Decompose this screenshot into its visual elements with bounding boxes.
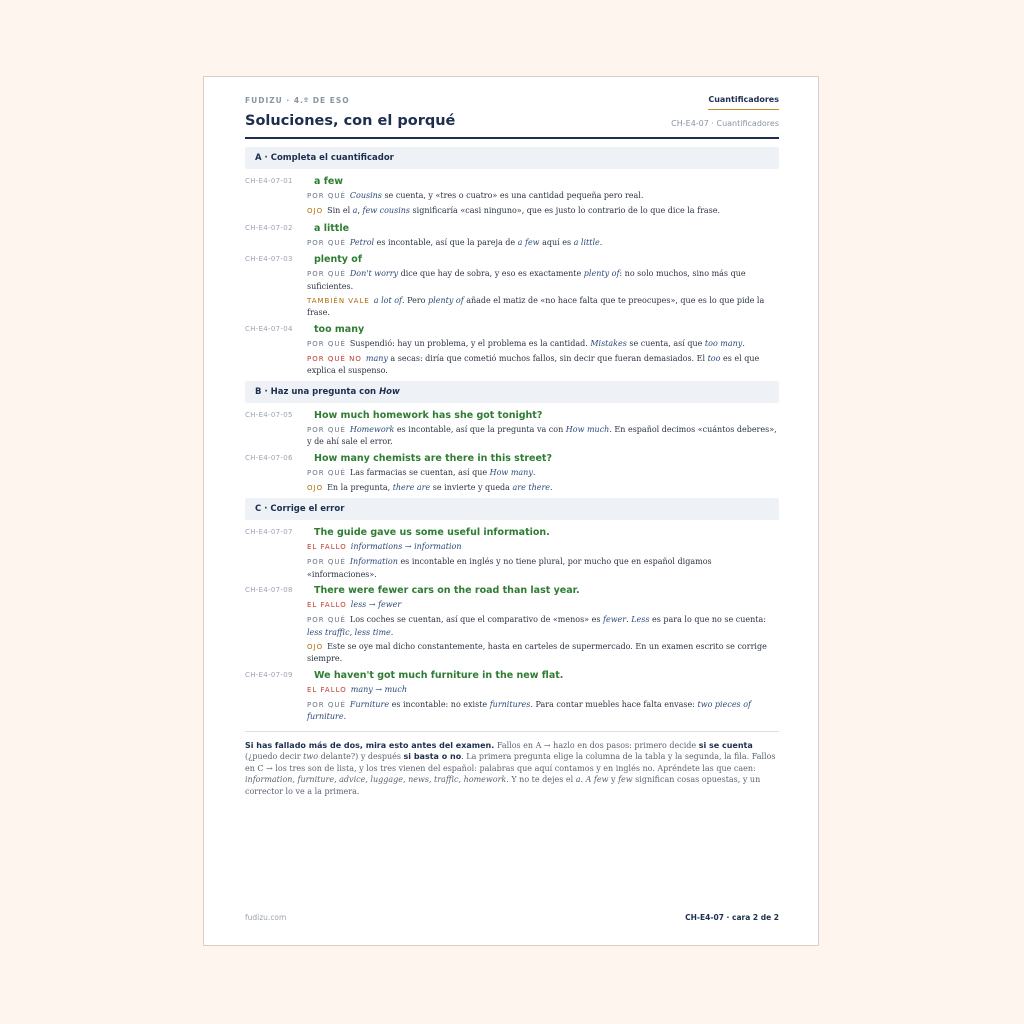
text-run: se cuenta, y «tres o cuatro» es una cantidad pequeña pero real. — [381, 191, 644, 200]
text-run: añade el matiz de «no hace falta que te preocupes», que es lo que pide la frase. — [307, 295, 765, 317]
text-run: Homework — [349, 424, 395, 434]
solution-item — [245, 222, 779, 250]
text-run: a few — [517, 237, 540, 247]
explanation-tag: EL FALLO — [307, 685, 347, 694]
text-run: . Para contar muebles hace falta envase: — [530, 699, 698, 709]
explanation-tag: OJO — [307, 207, 324, 215]
text-run: information, furniture, advice, luggage, news, traffic, homework — [245, 775, 507, 784]
text-run: . — [599, 237, 603, 247]
page-title: Soluciones, con el porqué — [245, 113, 456, 129]
text-run: si se cuenta — [698, 740, 753, 750]
section-c-heading: C · Corrige el error — [245, 498, 779, 520]
explanation-line — [307, 641, 779, 665]
text-run: Don't worry — [349, 269, 399, 278]
explanation-line — [307, 190, 779, 203]
explanation-tag: EL FALLO — [307, 601, 347, 609]
text-run: fewer — [603, 615, 627, 624]
text-run: How much — [565, 424, 610, 434]
explanation-line — [307, 353, 779, 377]
text-run: too — [707, 353, 721, 363]
text-run: Este se oye mal dicho constantemente, hasta en carteles de supermercado. En un examen escrito se corrige siempre. — [307, 641, 767, 663]
item-code: CH-E4-07-07 — [245, 528, 293, 536]
text-run: Sin el — [327, 206, 353, 215]
text-run: a lot of — [373, 295, 402, 305]
section-b-heading — [245, 381, 779, 403]
item-answer: How much homework has she got tonight? — [314, 409, 543, 421]
text-run: significaría «casi ninguno», que es justo lo contrario de lo que dice la frase. — [410, 206, 721, 215]
item-answer: We haven't got much furniture in the new flat. — [314, 669, 564, 681]
title-row — [245, 111, 779, 139]
text-run: there are — [392, 482, 431, 492]
text-run: Information — [349, 557, 398, 566]
section-a-items — [245, 175, 779, 377]
worksheet-page — [203, 76, 819, 946]
explanation-tag: OJO — [307, 642, 324, 651]
text-run: less traffic, less time — [307, 627, 391, 637]
text-run: Petrol — [349, 237, 375, 247]
text-run: A few — [585, 775, 609, 784]
solutions-content — [245, 147, 779, 797]
explanation-tag: POR QUÉ — [307, 468, 346, 477]
text-run: . — [343, 712, 347, 721]
explanation-line — [307, 614, 779, 638]
solution-item — [245, 584, 779, 665]
text-run: two pieces of furniture — [307, 699, 751, 721]
text-run: se invierte y queda — [430, 482, 513, 492]
text-run: a little — [573, 237, 600, 247]
explanation-line — [307, 338, 779, 351]
solution-item — [245, 526, 779, 580]
item-answer: too many — [314, 323, 365, 335]
explanation-tag: POR QUÉ — [307, 558, 346, 566]
text-run: informations → information — [350, 542, 462, 551]
explanation-line — [307, 684, 779, 697]
text-run: furnitures — [489, 699, 531, 709]
item-code: CH-E4-07-04 — [245, 324, 293, 333]
text-run: few cousins — [362, 206, 411, 215]
text-run: How many — [489, 467, 533, 477]
text-run: Suspendió: hay un problema, y el problema es la cantidad. — [349, 338, 591, 348]
text-run: es incontable en inglés y no tiene plural, por mucho que en español digamos «informaciones». — [307, 557, 712, 579]
section-b-title-prefix: B · Haz una pregunta con — [255, 386, 380, 397]
text-run: si basta o no — [403, 752, 462, 761]
text-run: plenty of — [428, 295, 464, 305]
item-answer: a few — [314, 176, 344, 187]
text-run: . En español decimos «cuántos deberes», y de ahí sale el error. — [307, 424, 777, 446]
page-footer — [245, 913, 779, 925]
solution-item — [245, 253, 779, 319]
explanation-line — [307, 541, 779, 554]
text-run: . — [626, 615, 632, 624]
text-run: too many — [704, 338, 743, 348]
text-run: (¿puedo decir — [245, 752, 304, 761]
explanation-tag: POR QUÉ — [307, 339, 346, 348]
text-run: significan cosas opuestas, y un corrector lo ve a la primera. — [245, 775, 761, 796]
explanation-line — [307, 556, 779, 580]
text-run: many — [365, 353, 388, 363]
text-run: . La primera pregunta elige la columna de la tabla y la segunda, la fila. Fallos en C → los tres son de lista, y los tres vienen del español: palabras que aquí contamos y en inglés no. Apréndete las que caen: — [245, 752, 776, 773]
text-run: less → fewer — [350, 600, 402, 609]
topic-label: Cuantificadores — [708, 95, 779, 110]
text-run: Mistakes — [590, 338, 627, 348]
text-run: are there — [512, 482, 551, 492]
explanation-line — [307, 237, 779, 250]
solution-item — [245, 323, 779, 377]
text-run: Fallos en A → hazlo en dos pasos: primero decide — [494, 740, 699, 750]
text-run: a secas: diría que cometió muchos fallos, sin decir que fueran demasiados. El — [387, 353, 708, 363]
explanation-line — [307, 295, 779, 319]
text-run: Si has fallado más de dos, mira esto antes del examen. — [245, 740, 495, 750]
top-row — [245, 95, 779, 111]
item-answer: a little — [314, 222, 350, 234]
text-run: . — [550, 482, 553, 492]
item-code: CH-E4-07-05 — [245, 410, 293, 419]
item-code: CH-E4-07-03 — [245, 255, 293, 263]
explanation-line — [307, 482, 779, 495]
text-run: . Y no te dejes el — [506, 775, 576, 784]
text-run: a — [575, 775, 581, 784]
explanation-line — [307, 699, 779, 723]
text-run: es incontable, así que la pregunta va con — [394, 424, 566, 434]
solution-item — [245, 175, 779, 218]
brand-label: FUDIZU · 4.º DE ESO — [245, 96, 350, 105]
explanation-line — [307, 268, 779, 292]
text-run: es para lo que no se cuenta: — [649, 615, 766, 624]
text-run: es incontable, así que la pareja de — [374, 237, 518, 247]
text-run: Las farmacias se cuentan, así que — [349, 467, 490, 477]
item-answer: How many chemists are there in this street? — [314, 452, 552, 464]
item-code: CH-E4-07-01 — [245, 177, 293, 185]
text-run: y — [608, 775, 619, 784]
text-run: Cousins — [349, 191, 382, 200]
item-code: CH-E4-07-06 — [245, 453, 293, 462]
exam-tip-summary — [245, 731, 779, 798]
text-run: es incontable: no existe — [389, 699, 490, 709]
item-code: CH-E4-07-02 — [245, 223, 293, 232]
text-run: dice que hay de sobra, y eso es exactamente — [398, 269, 584, 278]
explanation-tag: POR QUÉ — [307, 425, 346, 434]
text-run: . — [580, 775, 586, 784]
text-run: a — [352, 206, 358, 215]
text-run: . — [532, 467, 536, 477]
explanation-tag: EL FALLO — [307, 543, 347, 551]
text-run: Furniture — [349, 699, 390, 709]
text-run: : no solo muchos, sino más que suficientes. — [307, 269, 746, 291]
worksheet-code: CH-E4-07 · Cuantificadores — [671, 119, 779, 128]
item-answer: The guide gave us some useful information. — [314, 527, 550, 538]
text-run: En la pregunta, — [327, 482, 393, 492]
item-code: CH-E4-07-09 — [245, 670, 293, 679]
text-run: se cuenta, así que — [626, 338, 705, 348]
explanation-tag: TAMBIÉN VALE — [307, 296, 370, 305]
section-c-items — [245, 526, 779, 723]
explanation-tag: POR QUÉ — [307, 700, 346, 709]
item-code: CH-E4-07-08 — [245, 586, 293, 594]
text-run: plenty of — [583, 269, 620, 278]
explanation-tag: POR QUÉ — [307, 616, 346, 624]
explanation-line — [307, 205, 779, 218]
text-run: Less — [631, 615, 650, 624]
text-run: es el que explica el suspenso. — [307, 353, 760, 375]
item-answer: plenty of — [314, 254, 362, 265]
explanation-line — [307, 599, 779, 612]
text-run: delante?) y después — [318, 752, 404, 761]
text-run: , — [357, 206, 363, 215]
explanation-tag: POR QUÉ NO — [307, 354, 362, 363]
item-answer: There were fewer cars on the road than last year. — [314, 585, 580, 596]
solution-item — [245, 409, 779, 448]
explanation-line — [307, 467, 779, 480]
explanation-tag: POR QUÉ — [307, 238, 346, 247]
text-run: few — [618, 775, 633, 784]
explanation-tag: OJO — [307, 483, 324, 492]
text-run: two — [303, 752, 319, 761]
text-run: Los coches se cuentan, así que el comparativo de «menos» es — [349, 615, 603, 624]
text-run: many → much — [350, 684, 407, 694]
text-run: aquí es — [539, 237, 574, 247]
explanation-line — [307, 424, 779, 448]
section-b-title-em: How — [379, 386, 400, 397]
solution-item — [245, 452, 779, 495]
explanation-tag: POR QUÉ — [307, 192, 346, 200]
section-b-items — [245, 409, 779, 495]
solution-item — [245, 669, 779, 723]
section-a-heading: A · Completa el cuantificador — [245, 147, 779, 169]
text-run: . — [742, 338, 745, 348]
footer-page-label: CH-E4-07 · cara 2 de 2 — [685, 913, 779, 922]
text-run: . Pero — [402, 295, 429, 305]
explanation-tag: POR QUÉ — [307, 270, 346, 278]
text-run: . — [390, 627, 394, 637]
footer-site: fudizu.com — [245, 913, 287, 922]
